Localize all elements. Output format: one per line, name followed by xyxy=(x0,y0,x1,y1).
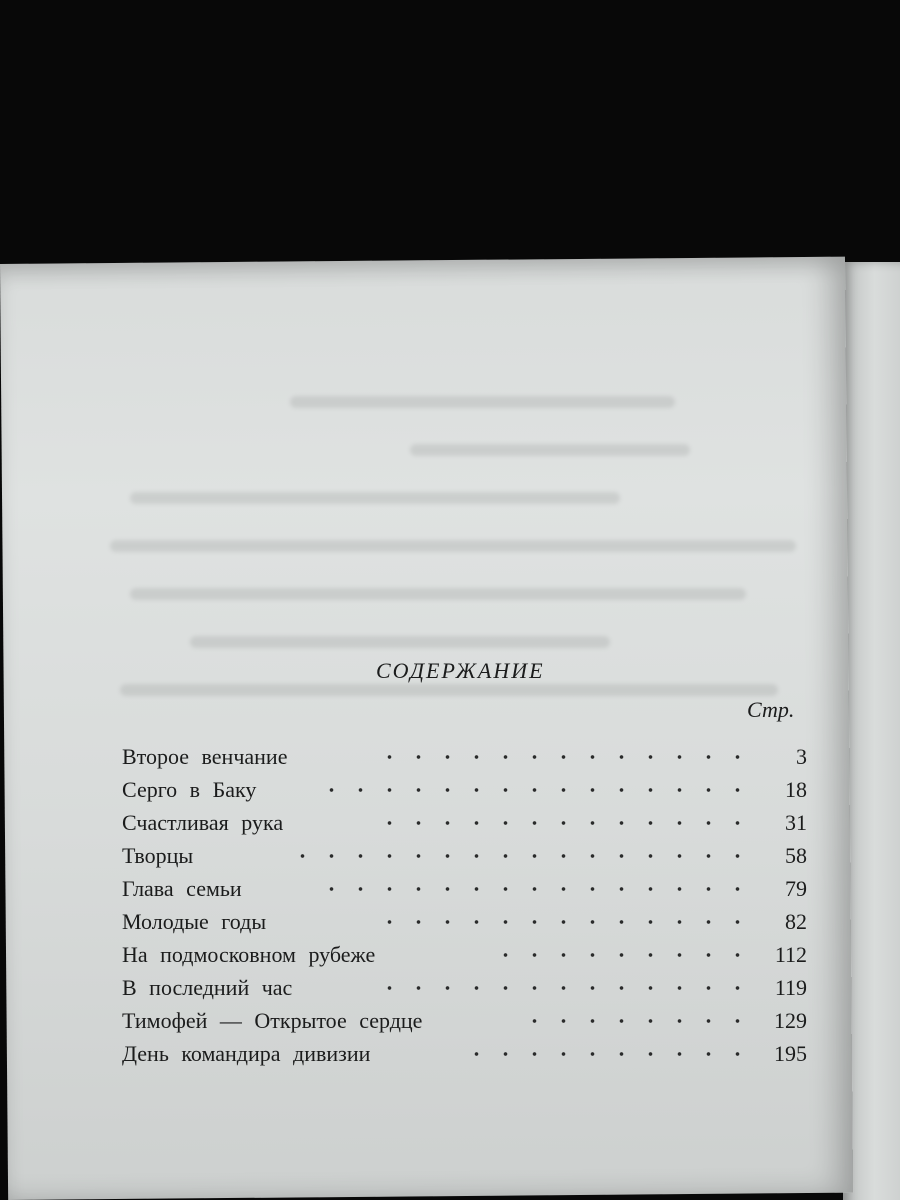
leader-dots xyxy=(367,985,752,991)
toc-entry xyxy=(122,905,812,938)
toc-entry xyxy=(122,839,812,872)
page-column-label: Стр. xyxy=(747,697,795,722)
toc-entry xyxy=(122,806,812,839)
toc-entry-title: День командира дивизии xyxy=(122,1041,371,1066)
leader-dots xyxy=(482,952,752,958)
leader-dots xyxy=(372,754,752,760)
toc-entry xyxy=(122,938,812,971)
toc-entry-title: Молодые годы xyxy=(122,909,267,934)
toc-entry-page: 18 xyxy=(785,777,807,802)
toc-entry-page: 3 xyxy=(796,744,807,769)
toc-entry-page: 119 xyxy=(774,975,807,1000)
toc-entry-title: Второе венчание xyxy=(122,744,288,769)
contents-heading: СОДЕРЖАНИЕ xyxy=(376,658,545,683)
leader-dots xyxy=(327,787,752,793)
leader-dots xyxy=(372,820,752,826)
toc-entry-page: 195 xyxy=(774,1041,807,1066)
toc-entry-page: 112 xyxy=(774,942,807,967)
toc-entry-title: Серго в Баку xyxy=(122,777,257,802)
toc-entry-page: 79 xyxy=(785,876,807,901)
toc-entry-page: 82 xyxy=(785,909,807,934)
toc-entry-title: Глава семьи xyxy=(122,876,242,901)
toc-entry-title: Творцы xyxy=(122,843,194,868)
toc-entry-title: Тимофей — Открытое сердце xyxy=(122,1008,423,1033)
toc-entry-page: 58 xyxy=(785,843,807,868)
toc-entry xyxy=(122,971,812,1004)
toc-entry xyxy=(122,1037,812,1070)
leader-dots xyxy=(277,853,752,859)
leader-dots xyxy=(382,919,752,925)
leader-dots xyxy=(317,886,752,892)
toc-list xyxy=(122,740,812,1070)
toc-entry xyxy=(122,740,812,773)
toc-entry-title: Счастливая рука xyxy=(122,810,284,835)
toc-entry xyxy=(122,773,812,806)
toc-entry-page: 31 xyxy=(785,810,807,835)
leader-dots xyxy=(472,1051,752,1057)
toc-entry-title: В последний час xyxy=(122,975,293,1000)
toc-entry xyxy=(122,1004,812,1037)
toc-entry-title: На подмосковном рубеже xyxy=(122,942,376,967)
leader-dots xyxy=(527,1018,752,1024)
toc-entry-page: 129 xyxy=(774,1008,807,1033)
toc-entry xyxy=(122,872,812,905)
